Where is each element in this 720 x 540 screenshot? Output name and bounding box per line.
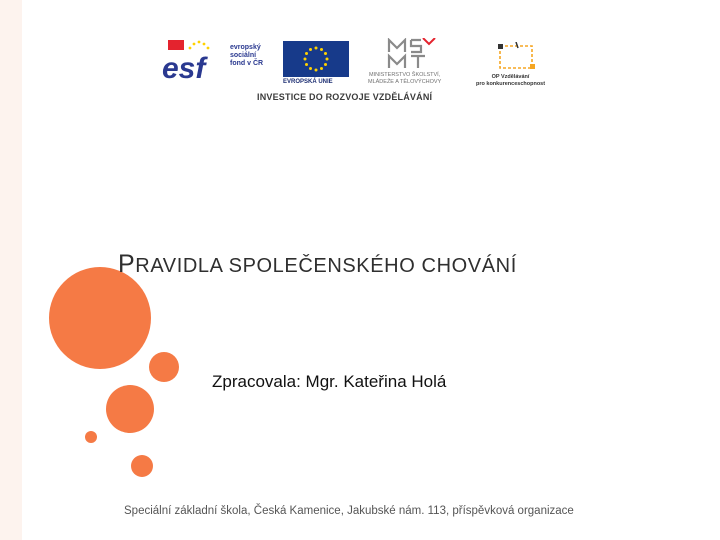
slide-title-rest: RAVIDLA SPOLEČENSKÉHO CHOVÁNÍ	[135, 255, 517, 277]
eu-flag-icon	[283, 41, 349, 77]
esf-text: evropský sociální fond v ČR	[230, 44, 264, 67]
logo-banner	[140, 30, 572, 110]
medium-orange-circle	[149, 352, 179, 382]
slide-footer: Speciální základní škola, Česká Kamenice, Jakubské nám. 113, příspěvková organizace	[124, 505, 574, 517]
slide-left-margin	[0, 0, 22, 540]
slide-subtitle: Zpracovala: Mgr. Kateřina Holá	[212, 372, 447, 391]
svg-text:esf: esf	[162, 52, 206, 82]
slide-title	[118, 250, 517, 279]
eu-caption: EVROPSKÁ UNIE	[283, 79, 333, 85]
msmt-caption: MINISTERSTVO ŠKOLSTVÍ, MLÁDEŽE A TĚLOVÝCHOVY	[368, 72, 442, 85]
large-orange-circle	[49, 267, 151, 369]
mid-orange-circle	[106, 385, 154, 433]
slide-title-initial: P	[118, 250, 136, 278]
small-orange-circle	[85, 431, 97, 443]
banner-tagline: INVESTICE DO ROZVOJE VZDĚLÁVÁNÍ	[257, 92, 433, 102]
op-caption: OP Vzdělávání pro konkurenceschopnost	[476, 74, 546, 87]
lower-orange-circle	[131, 455, 153, 477]
esf-logo-icon	[162, 40, 217, 82]
op-vzdelavani-logo-icon	[496, 42, 538, 72]
msmt-logo-icon	[385, 38, 437, 70]
